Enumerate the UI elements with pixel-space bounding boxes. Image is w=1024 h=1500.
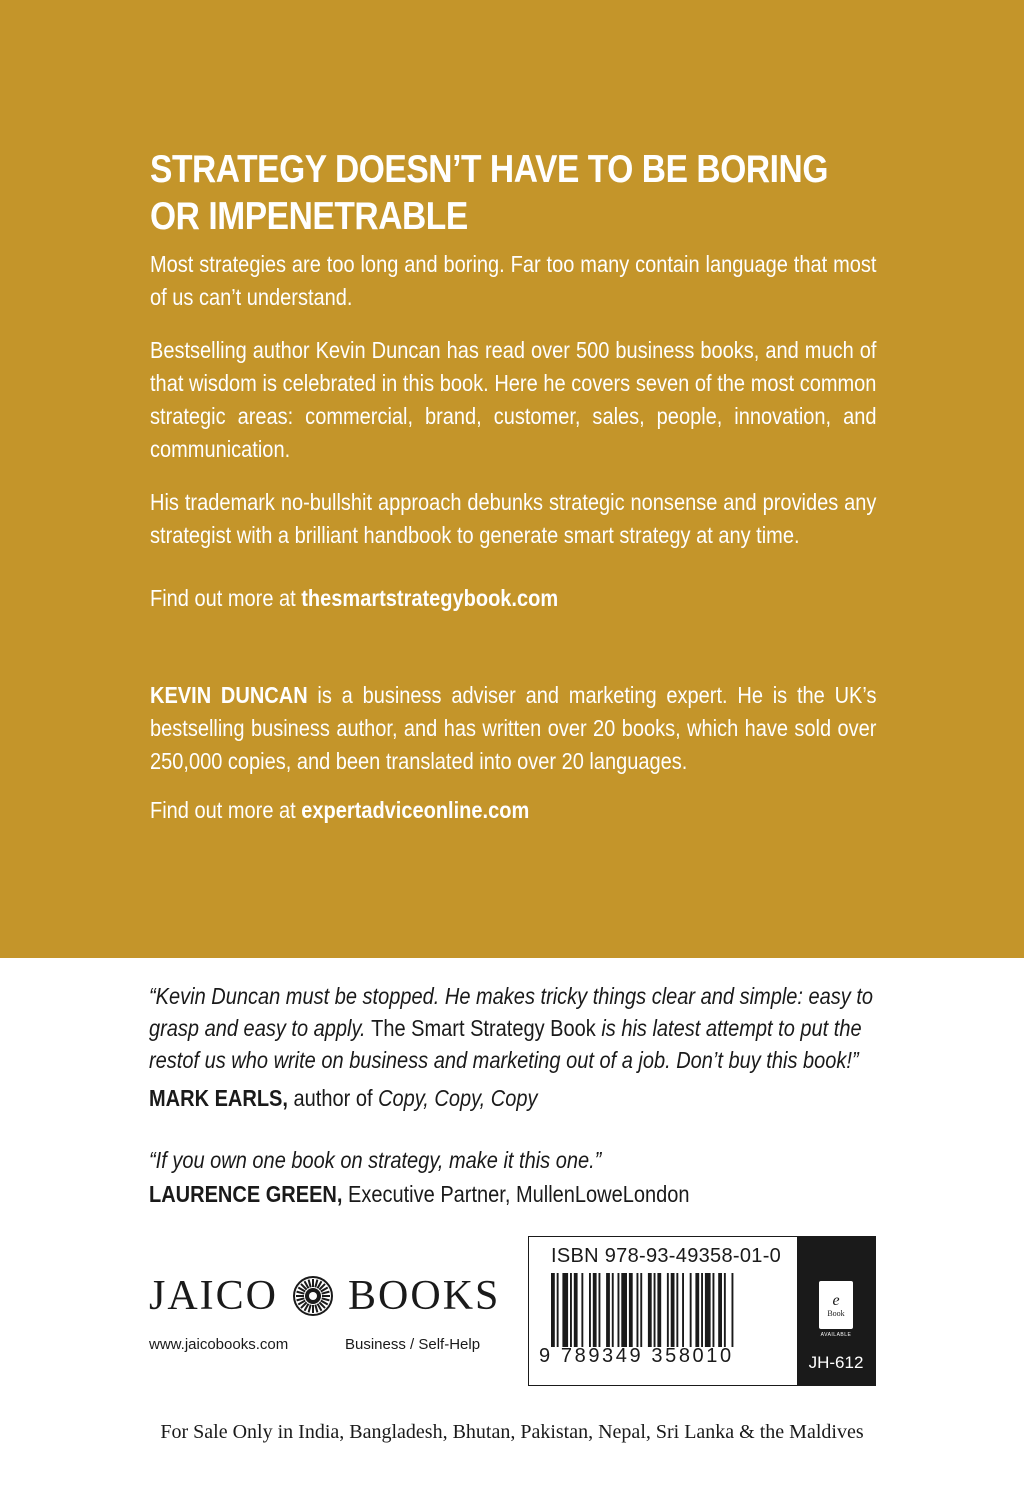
author-website-line <box>150 794 876 827</box>
ebook-word: Book <box>827 1308 845 1318</box>
ebook-letter: e <box>832 1291 840 1309</box>
quote-1-role: author of <box>287 1085 379 1111</box>
blurb-section <box>150 146 876 827</box>
blurb-paragraph-3: His trademark no-bullshit approach debunks strategic nonsense and provides any strategist with a brilliant handbook to generate smart strategy at any time. <box>150 489 877 548</box>
book-website-link[interactable]: thesmartstrategybook.com <box>301 585 559 611</box>
barcode-number: 9 789349 358010 <box>539 1345 734 1367</box>
product-code: JH-612 <box>808 1353 864 1372</box>
publisher-logo <box>149 1270 509 1322</box>
publisher-sub <box>149 1336 509 1353</box>
quote-1-name: MARK EARLS, <box>149 1085 288 1111</box>
publisher-website[interactable]: www.jaicobooks.com <box>149 1336 289 1353</box>
isbn-label: ISBN 978-93-49358-01-0 <box>551 1245 782 1267</box>
quote-2-name: LAURENCE GREEN, <box>149 1181 343 1207</box>
headline <box>150 146 872 240</box>
publisher-logo-left: JAICO <box>149 1273 279 1319</box>
author-bio-text: is a business adviser and marketing expert. He is the UK’s bestselling business author, and has written over 20 books, which have sold over 250,000 copies, and been translated into over 20 languages. <box>150 682 877 774</box>
author-website-prefix: Find out more at <box>150 797 302 823</box>
author-name: KEVIN DUNCAN <box>150 682 308 708</box>
ebook-panel <box>797 1237 875 1385</box>
blurb-paragraph-1: Most strategies are too long and boring. Far too many contain language that most of us can’t understand. <box>150 251 877 310</box>
barcode <box>551 1273 787 1347</box>
headline-line-2: OR IMPENETRABLE <box>150 195 468 238</box>
quote-1-book-title: The Smart Strategy Book <box>371 1015 596 1041</box>
isbn-box <box>528 1236 876 1386</box>
book-category: Business / Self-Help <box>345 1336 481 1353</box>
ebook-available: AVAILABLE <box>820 1332 852 1338</box>
book-website-line <box>150 582 876 615</box>
quote-1-attribution <box>149 1082 889 1114</box>
quote-2-role: Executive Partner, MullenLoweLondon <box>342 1181 690 1207</box>
headline-line-1: STRATEGY DOESN’T HAVE TO BE BORING <box>150 148 829 191</box>
quote-1 <box>149 980 889 1076</box>
sale-notice: For Sale Only in India, Bangladesh, Bhutan, Pakistan, Nepal, Sri Lanka & the Maldives <box>160 1421 864 1443</box>
endorsements <box>149 980 889 1210</box>
quote-1-work: Copy, Copy, Copy <box>378 1085 538 1111</box>
ebook-icon <box>819 1281 853 1329</box>
quote-1-part-2: is his latest attempt to put the restof us who write on business and marketing out of a job. Don’t buy this book!” <box>149 1015 862 1073</box>
publisher-logo-right: BOOKS <box>348 1273 501 1319</box>
jaico-emblem-icon <box>292 1275 334 1317</box>
author-website-link[interactable]: expertadviceonline.com <box>301 797 530 823</box>
book-website-prefix: Find out more at <box>150 585 302 611</box>
author-bio <box>150 679 876 778</box>
publisher-block <box>149 1270 509 1360</box>
quote-2: “If you own one book on strategy, make it this one.” <box>149 1147 602 1173</box>
quote-1-part-1: “Kevin Duncan must be stopped. He makes tricky things clear and simple: easy to grasp and easy to apply. <box>149 983 874 1041</box>
quote-2-attribution <box>149 1178 889 1210</box>
blurb-paragraph-2: Bestselling author Kevin Duncan has read over 500 business books, and much of that wisdom is celebrated in this book. Here he covers seven of the most common strategic areas: commercial, brand, customer, sales, people, innovation, and communication. <box>150 337 877 462</box>
